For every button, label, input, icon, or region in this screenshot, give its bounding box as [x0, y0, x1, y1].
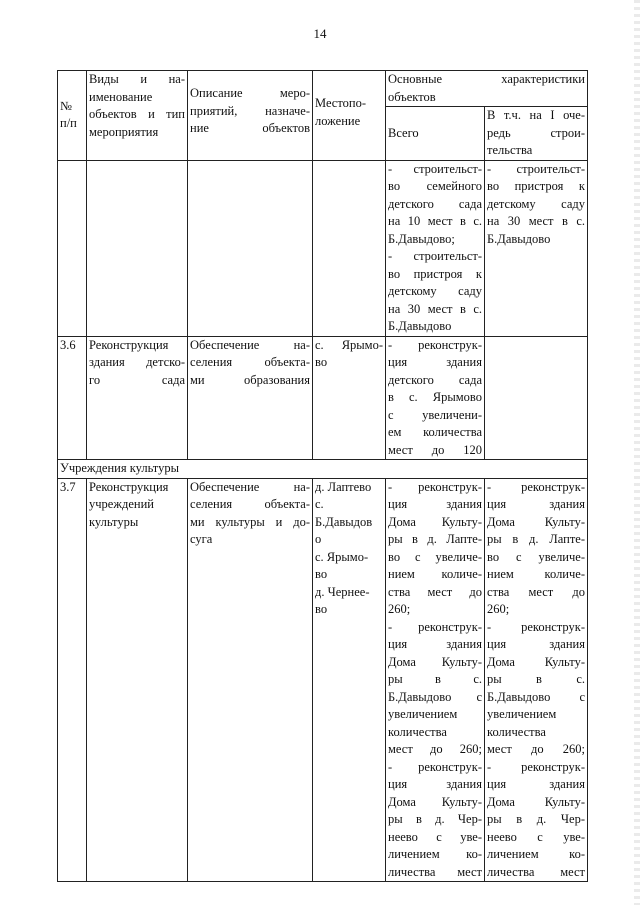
table-row	[58, 336, 588, 460]
cell-first-stage: - строительст- во пристроя к детскому саду на 30 мест в с. Б.Давыдово	[485, 160, 588, 336]
scan-edge-artifact	[634, 0, 640, 905]
cell-type: Реконструкция здания детско- го сада	[87, 336, 188, 460]
cell-total: - строительст- во семейного детского сада на 10 мест в с. Б.Давыдово; - строительст- во пристроя к детскому саду на 30 мест в с. Б.Давыдово	[386, 160, 485, 336]
cell-first-stage	[485, 336, 588, 460]
cell-location: д. Лаптево с. Б.Давыдов о с. Ярымо- во д. Чернее- во	[313, 478, 386, 882]
header-characteristics: Основные характеристики объектов	[386, 71, 588, 107]
cell-location: с. Ярымо- во	[313, 336, 386, 460]
table-row	[58, 160, 588, 336]
cell-desc: Обеспечение на- селения объекта- ми образования	[188, 336, 313, 460]
header-total: Всего	[386, 107, 485, 161]
cell-location	[313, 160, 386, 336]
table-header-row	[58, 71, 588, 107]
header-desc: Описание меро- приятий, назначе- ние объектов	[188, 71, 313, 161]
header-first-stage: В т.ч. на I оче- редь строи- тельства	[485, 107, 588, 161]
section-row	[58, 460, 588, 479]
header-location: Местопо- ложение	[313, 71, 386, 161]
cell-first-stage: - реконструк- ция здания Дома Культу- ры в д. Лапте- во с увеличе- нием количе- ства мест до 260; - реконструк- ция здания Дома Культу- ры в с. Б.Давыдово с увеличением количества мест до 260; - реконструк- ция здания Дома Культу- ры в д. Чер- неево с уве- личением ко- личества мест	[485, 478, 588, 882]
cell-num: 3.7	[58, 478, 87, 882]
cell-total: - реконструк- ция здания Дома Культу- ры в д. Лапте- во с увеличе- нием количе- ства мест до 260; - реконструк- ция здания Дома Культу- ры в с. Б.Давыдово с увеличением количества мест до 260; - реконструк- ция здания Дома Культу- ры в д. Чер- неево с уве- личением ко- личества мест	[386, 478, 485, 882]
page-number: 14	[313, 26, 327, 41]
cell-type	[87, 160, 188, 336]
table-row	[58, 478, 588, 882]
cell-num: 3.6	[58, 336, 87, 460]
cell-type: Реконструкция учреждений культуры	[87, 478, 188, 882]
objects-table	[57, 70, 588, 882]
cell-num	[58, 160, 87, 336]
section-title: Учреждения культуры	[58, 460, 588, 479]
cell-total: - реконструк- ция здания детского сада в с. Ярымово с увеличени- ем количества мест до 120	[386, 336, 485, 460]
cell-desc	[188, 160, 313, 336]
header-num: № п/п	[58, 71, 87, 161]
cell-desc: Обеспечение на- селения объекта- ми культуры и до- суга	[188, 478, 313, 882]
header-type: Виды и на- именование объектов и тип мероприятия	[87, 71, 188, 161]
